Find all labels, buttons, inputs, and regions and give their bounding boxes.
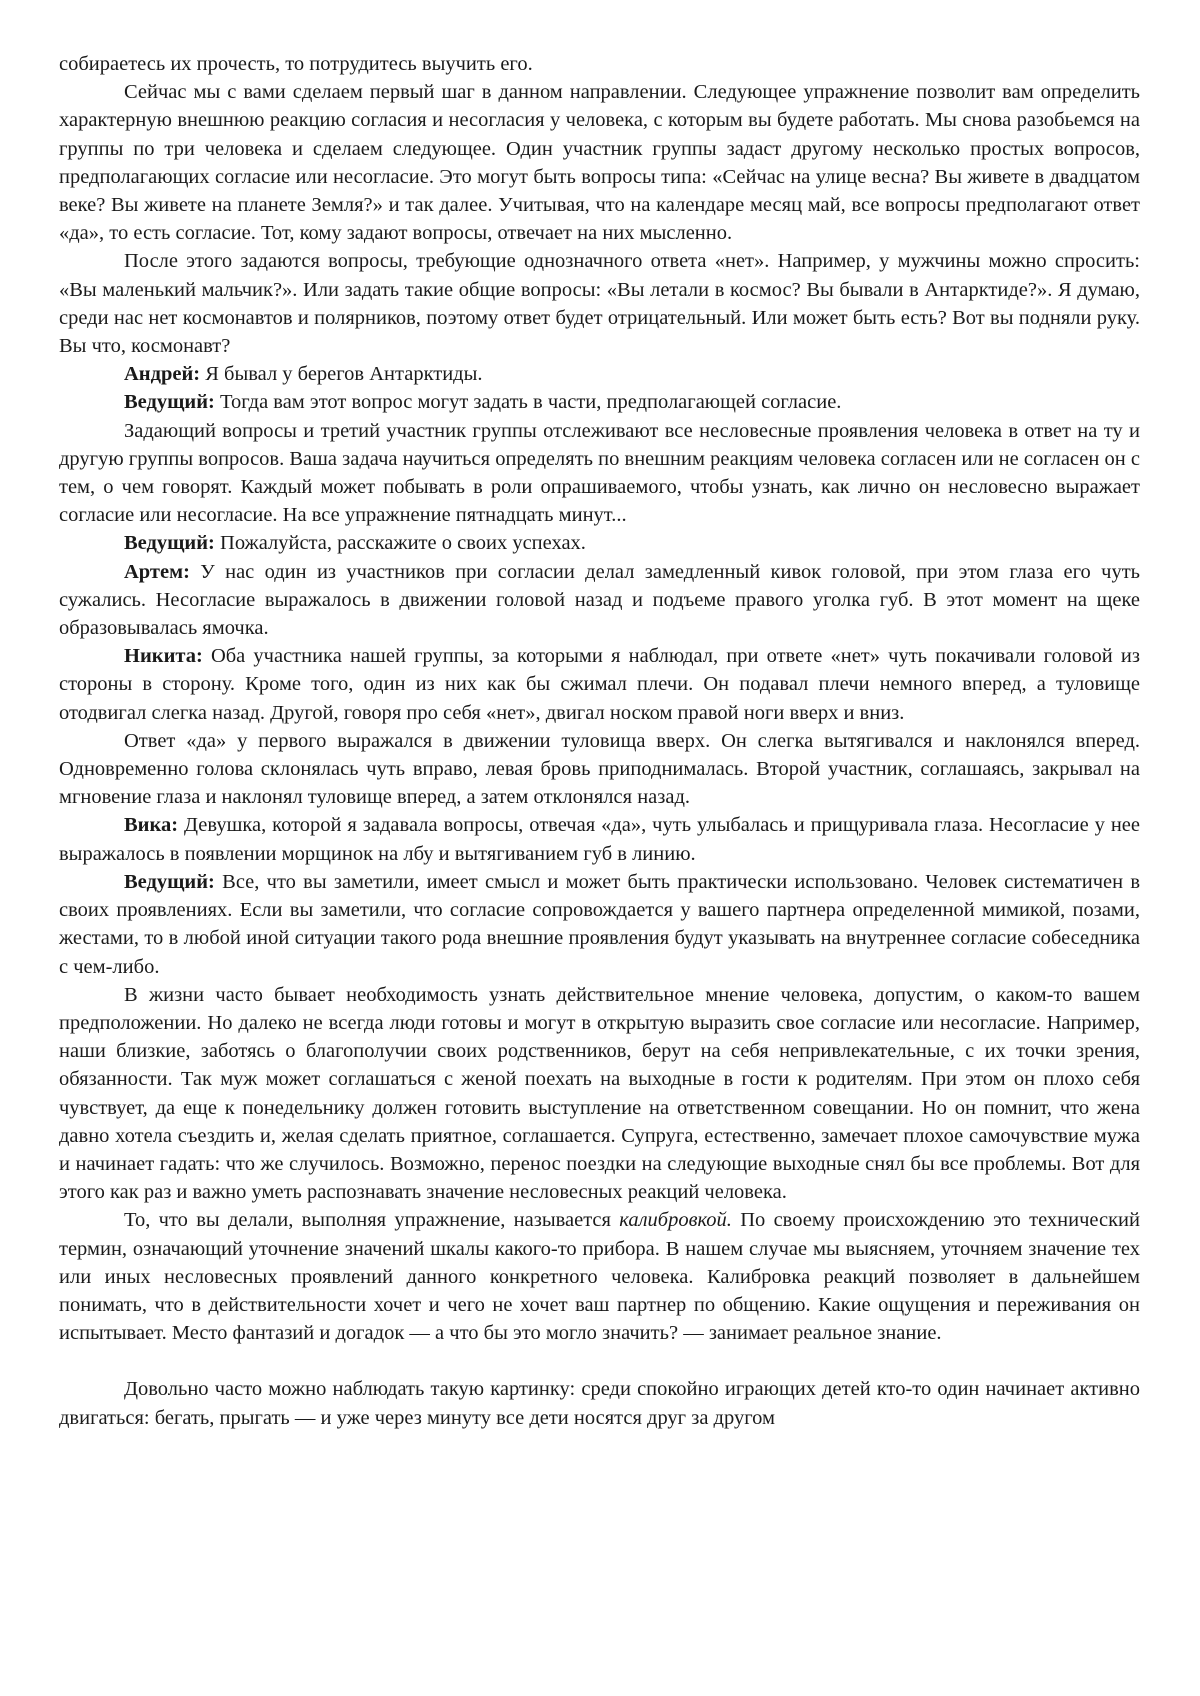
- paragraph-6: Задающий вопросы и третий участник группы отслеживают все несловесные проявления человека в ответ на ту и другую группы вопросов. Ваша задача научиться определять по внешним реакциям человека согласен или не согласен он с тем, о чем говорят. Каждый может побывать в роли опрашиваемого, чтобы узнать, как лично он несловесно выражает согласие или несогласие. На все упражнение пятнадцать минут...: [59, 419, 1140, 527]
- speaker-name: Ведущий:: [124, 870, 215, 893]
- dialogue-vika: [59, 811, 1140, 867]
- dialogue-artem: [59, 558, 1140, 643]
- speaker-name: Ведущий:: [124, 391, 215, 414]
- text-run: По своему происхождению это технический термин, означающий уточнение значений шкалы какого-то прибора. В нашем случае мы выясняем, уточняем значение тех или иных несловесных проявлений данного конкретного человека. Калибровка реакций позволяет в дальнейшем понимать, что в действительности хочет и чего не хочет ваш партнер по общению. Какие ощущения и переживания он испытывает. Место фантазий и догадок — а что бы это могло значить? — занимает реальное знание.: [59, 1209, 1141, 1345]
- speaker-text: У нас один из участников при согласии делал замедленный кивок головой, при этом глаза его чуть сужались. Несогласие выражалось в движении головой назад и подъеме правого уголка губ. В этот момент на щеке образовывалась ямочка.: [59, 560, 1140, 640]
- speaker-name: Ведущий:: [124, 532, 215, 555]
- speaker-name: Андрей:: [124, 363, 201, 386]
- text-run: То, что вы делали, выполняя упражнение, называется: [124, 1209, 620, 1232]
- speaker-text: Тогда вам этот вопрос могут задать в части, предполагающей согласие.: [214, 391, 842, 414]
- dialogue-host-3: [59, 868, 1140, 981]
- dialogue-host-2: [59, 529, 1140, 557]
- document-page: [59, 50, 1140, 1432]
- speaker-name: Никита:: [124, 645, 203, 668]
- speaker-text: Все, что вы заметили, имеет смысл и может быть практически использовано. Человек систематичен в своих проявлениях. Если вы заметили, что согласие сопровождается у вашего партнера определенной мимикой, позами, жестами, то в любой иной ситуации такого рода внешние проявления будут указывать на внутреннее согласие собеседника с чем-либо.: [59, 870, 1140, 978]
- italic-term: калибровкой.: [619, 1209, 732, 1232]
- paragraph-13: В жизни часто бывает необходимость узнать действительное мнение человека, допустим, о каком-то вашем предположении. Но далеко не всегда люди готовы и могут в открытую выразить свое согласие или несогласие. Например, наши близкие, заботясь о благополучии своих родственников, берут на себя непривлекательные, с их точки зрения, обязанности. Так муж может соглашаться с женой поехать на выходные в гости к родителям. При этом он плохо себя чувствует, да еще к понедельнику должен готовить выступление на ответственном совещании. Но он помнит, что жена давно хотела съездить и, желая сделать приятное, соглашается. Супруга, естественно, замечает плохое самочувствие мужа и начинает гадать: что же случилось. Возможно, перенос поездки на следующие выходные снял бы все проблемы. Вот для этого как раз и важно уметь распознавать значение несловесных реакций человека.: [59, 983, 1140, 1204]
- dialogue-andrey: [59, 360, 1140, 388]
- dialogue-nikita: [59, 642, 1140, 727]
- speaker-name: Артем:: [124, 560, 190, 583]
- paragraph-3: После этого задаются вопросы, требующие однозначного ответа «нет». Например, у мужчины можно спросить: «Вы маленький мальчик?». Или задать такие общие вопросы: «Вы летали в космос? Вы бывали в Антарктиде?». Я думаю, среди нас нет космонавтов и полярников, поэтому ответ будет отрицательный. Или может быть есть? Вот вы подняли руку. Вы что, космонавт?: [59, 250, 1140, 358]
- speaker-name: Вика:: [124, 814, 179, 837]
- speaker-text: Оба участника нашей группы, за которыми я наблюдал, при ответе «нет» чуть покачивали головой из стороны в сторону. Кроме того, один из них как бы сжимал плечи. Он подавал плечи немного вперед, а туловище отодвигал слегка назад. Другой, говоря про себя «нет», двигал носком правой ноги вверх и вниз.: [59, 645, 1140, 724]
- paragraph-2: Сейчас мы с вами сделаем первый шаг в данном направлении. Следующее упражнение позволит вам определить характерную внешнюю реакцию согласия и несогласия у человека, с которым вы будете работать. Мы снова разобьемся на группы по три человека и сделаем следующее. Один участник группы задаст другому несколько простых вопросов, предполагающих согласие или несогласие. Это могут быть вопросы типа: «Сейчас на улице весна? Вы живете в двадцатом веке? Вы живете на планете Земля?» и так далее. Учитывая, что на календаре месяц май, все вопросы предполагают ответ «да», то есть согласие. Тот, кому задают вопросы, отвечает на них мысленно.: [59, 81, 1140, 245]
- speaker-text: Я бывал у берегов Антарктиды.: [200, 363, 483, 386]
- paragraph-15: Довольно часто можно наблюдать такую картинку: среди спокойно играющих детей кто-то один начинает активно двигаться: бегать, прыгать — и уже через минуту все дети носятся друг за другом: [59, 1378, 1140, 1429]
- speaker-text: Девушка, которой я задавала вопросы, отвечая «да», чуть улыбалась и прищуривала глаза. Несогласие у нее выражалось в появлении морщинок на лбу и вытягиванием губ в линию.: [59, 814, 1140, 865]
- paragraph-14: [59, 1206, 1140, 1347]
- speaker-text: Пожалуйста, расскажите о своих успехах.: [214, 532, 586, 555]
- paragraph-10: Ответ «да» у первого выражался в движении туловища вверх. Он слегка вытягивался и наклонялся вперед. Одновременно голова склонялась чуть вправо, левая бровь приподнималась. Второй участник, соглашаясь, закрывал на мгновение глаза и наклонял туловище вперед, а затем отклонялся назад.: [59, 729, 1140, 809]
- dialogue-host-1: [59, 388, 1140, 416]
- paragraph-1: собираетесь их прочесть, то потрудитесь выучить его.: [59, 53, 533, 75]
